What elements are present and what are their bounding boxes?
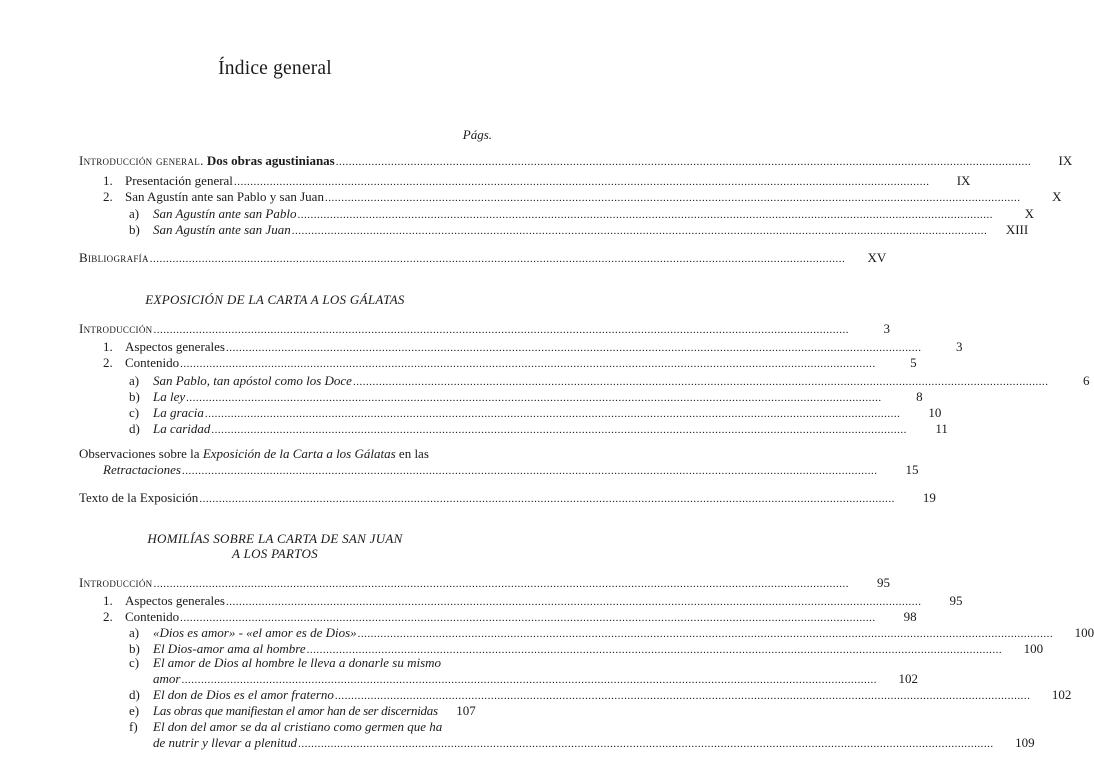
toc-entry[interactable]: [103, 339, 963, 356]
entry-label: La ley: [153, 389, 186, 404]
page-number: 95: [876, 575, 890, 590]
page-number: IX: [956, 173, 971, 188]
dot-leader: [298, 736, 994, 752]
dot-leader: [181, 672, 877, 688]
dot-leader: [234, 174, 930, 190]
page-number: 3: [956, 339, 963, 354]
page-number: 98: [903, 609, 917, 624]
page-number: 3: [883, 321, 890, 336]
toc-entry[interactable]: [103, 593, 963, 610]
toc-entry[interactable]: [103, 355, 917, 372]
dot-leader: [226, 340, 922, 356]
entry-label: Las obras que manifiestan el amor han de ser discernidas: [153, 703, 438, 718]
toc-entry-texto[interactable]: [79, 490, 936, 507]
entry-label: San Agustín ante san Pablo y san Juan: [125, 189, 324, 204]
page-number: 8: [916, 389, 923, 404]
entry-label: Introducción general.: [79, 153, 204, 168]
toc-subentry[interactable]: [129, 703, 492, 719]
toc-subentry[interactable]: [129, 222, 1029, 239]
page-number: 100: [1023, 641, 1044, 656]
pages-column-header: Págs.: [462, 127, 492, 142]
entry-label: «Dios es amor» - «el amor es de Dios»: [153, 625, 357, 640]
entry-label: Introducción: [79, 575, 153, 590]
page-number: X: [1052, 189, 1062, 204]
entry-label: Aspectos generales: [125, 593, 225, 608]
dot-leader: [182, 463, 878, 479]
page-number: 6: [1082, 373, 1090, 388]
entry-letter: e): [129, 703, 140, 718]
entry-label: San Pablo, tan apóstol como los Doce: [153, 373, 352, 388]
entry-label: El amor de Dios al hombre le lleva a donarle su mismo: [153, 655, 442, 670]
dot-leader: [205, 406, 901, 422]
entry-number: 1.: [103, 593, 113, 608]
entry-label: El don de Dios es el amor fraterno: [153, 687, 334, 702]
toc-subentry[interactable]: [129, 625, 1094, 642]
entry-label: Aspectos generales: [125, 339, 225, 354]
dot-leader: [336, 154, 1032, 170]
toc-entry-introduccion[interactable]: [79, 575, 890, 592]
entry-letter: c): [129, 655, 140, 670]
toc-subentry-line1[interactable]: [129, 655, 441, 671]
page-number: 10: [928, 405, 942, 420]
entry-label: Introducción: [79, 321, 153, 336]
entry-label: Texto de la Exposición: [79, 490, 199, 505]
entry-number: 2.: [103, 189, 113, 204]
page-number: 102: [898, 671, 918, 686]
page-number: X: [1024, 206, 1034, 221]
entry-letter: f): [129, 719, 138, 734]
page-number: 102: [1051, 687, 1072, 702]
page-number: 19: [922, 490, 936, 505]
dot-leader: [297, 207, 993, 223]
entry-label: El don del amor se da al cristiano como germen que ha: [153, 719, 443, 734]
toc-subentry-line2[interactable]: [153, 671, 918, 688]
entry-letter: c): [129, 405, 140, 420]
entry-label-italic: Exposición de la Carta a los Gálatas: [202, 446, 396, 461]
entry-label: Contenido: [125, 355, 180, 370]
entry-label: de nutrir y llevar a plenitud: [153, 735, 298, 750]
entry-label: amor: [153, 671, 181, 686]
dot-leader: [186, 390, 882, 406]
toc-entry[interactable]: [103, 173, 971, 190]
entry-label: La gracia: [153, 405, 204, 420]
entry-number: 1.: [103, 339, 113, 354]
entry-label-bold: Dos obras agustinianas: [206, 153, 335, 168]
page-number: 11: [935, 421, 948, 436]
page-number: 95: [949, 593, 963, 608]
entry-label: San Agustín ante san Pablo: [153, 206, 297, 221]
page-number: 109: [1015, 735, 1035, 750]
entry-letter: a): [129, 373, 140, 388]
toc-entry[interactable]: [103, 189, 1062, 206]
entry-label: La caridad: [153, 421, 211, 436]
entry-label: Presentación general: [125, 173, 233, 188]
section-heading-galatas: EXPOSICIÓN DE LA CARTA A LOS GÁLATAS: [145, 292, 405, 307]
dot-leader: [353, 374, 1049, 390]
dot-leader: [325, 190, 1021, 206]
page-number: 100: [1074, 625, 1094, 640]
entry-label: Observaciones sobre la: [79, 446, 203, 461]
dot-leader: [292, 223, 988, 239]
page-number: 107: [456, 703, 476, 718]
entry-label: Retractaciones: [103, 462, 181, 477]
page-number: 5: [910, 355, 917, 370]
dot-leader: [153, 576, 849, 592]
entry-letter: a): [129, 206, 140, 221]
entry-letter: a): [129, 625, 140, 640]
entry-letter: b): [129, 641, 140, 656]
section-heading-homilias-line1: HOMILÍAS SOBRE LA CARTA DE SAN JUAN: [147, 531, 403, 546]
page-number: XV: [867, 250, 887, 265]
toc-subentry[interactable]: [129, 373, 1090, 390]
dot-leader: [180, 610, 876, 626]
page-number: 15: [905, 462, 919, 477]
toc-entry-observaciones-line1[interactable]: [79, 446, 429, 462]
page-number: XIII: [1005, 222, 1029, 237]
toc-subentry[interactable]: [129, 206, 1034, 223]
dot-leader: [199, 491, 895, 507]
dot-leader: [211, 422, 907, 438]
toc-subentry[interactable]: [129, 389, 923, 406]
entry-letter: b): [129, 389, 140, 404]
dot-leader: [150, 251, 846, 267]
toc-subentry[interactable]: [129, 421, 948, 438]
entry-number: 2.: [103, 609, 113, 624]
entry-number: 1.: [103, 173, 113, 188]
entry-label: El Dios-amor ama al hombre: [153, 641, 306, 656]
toc-entry-introduccion[interactable]: [79, 321, 890, 338]
toc-entry-introduccion-general[interactable]: [79, 153, 1073, 170]
entry-label: San Agustín ante san Juan: [153, 222, 291, 237]
entry-number: 2.: [103, 355, 113, 370]
dot-leader: [226, 594, 922, 610]
entry-letter: b): [129, 222, 140, 237]
entry-label: Contenido: [125, 609, 180, 624]
dot-leader: [335, 688, 1031, 704]
toc-subentry[interactable]: [129, 405, 942, 422]
toc-subentry[interactable]: [129, 687, 1072, 704]
entry-letter: d): [129, 421, 140, 436]
page-number: IX: [1058, 153, 1073, 168]
toc-entry-observaciones-line2[interactable]: [103, 462, 919, 479]
section-heading-homilias-line2: A LOS PARTOS: [232, 546, 318, 561]
toc-entry-bibliografia[interactable]: [79, 250, 887, 267]
entry-label: Bibliografía: [79, 250, 149, 265]
toc-subentry-line2[interactable]: [153, 735, 1035, 752]
dot-leader: [180, 356, 876, 372]
page-title: Índice general: [218, 58, 332, 79]
dot-leader: [153, 322, 849, 338]
entry-letter: d): [129, 687, 140, 702]
toc-entry[interactable]: [103, 609, 917, 626]
dot-leader: [358, 626, 1054, 642]
toc-subentry-line1[interactable]: [129, 719, 442, 735]
entry-label: en las: [395, 446, 429, 461]
